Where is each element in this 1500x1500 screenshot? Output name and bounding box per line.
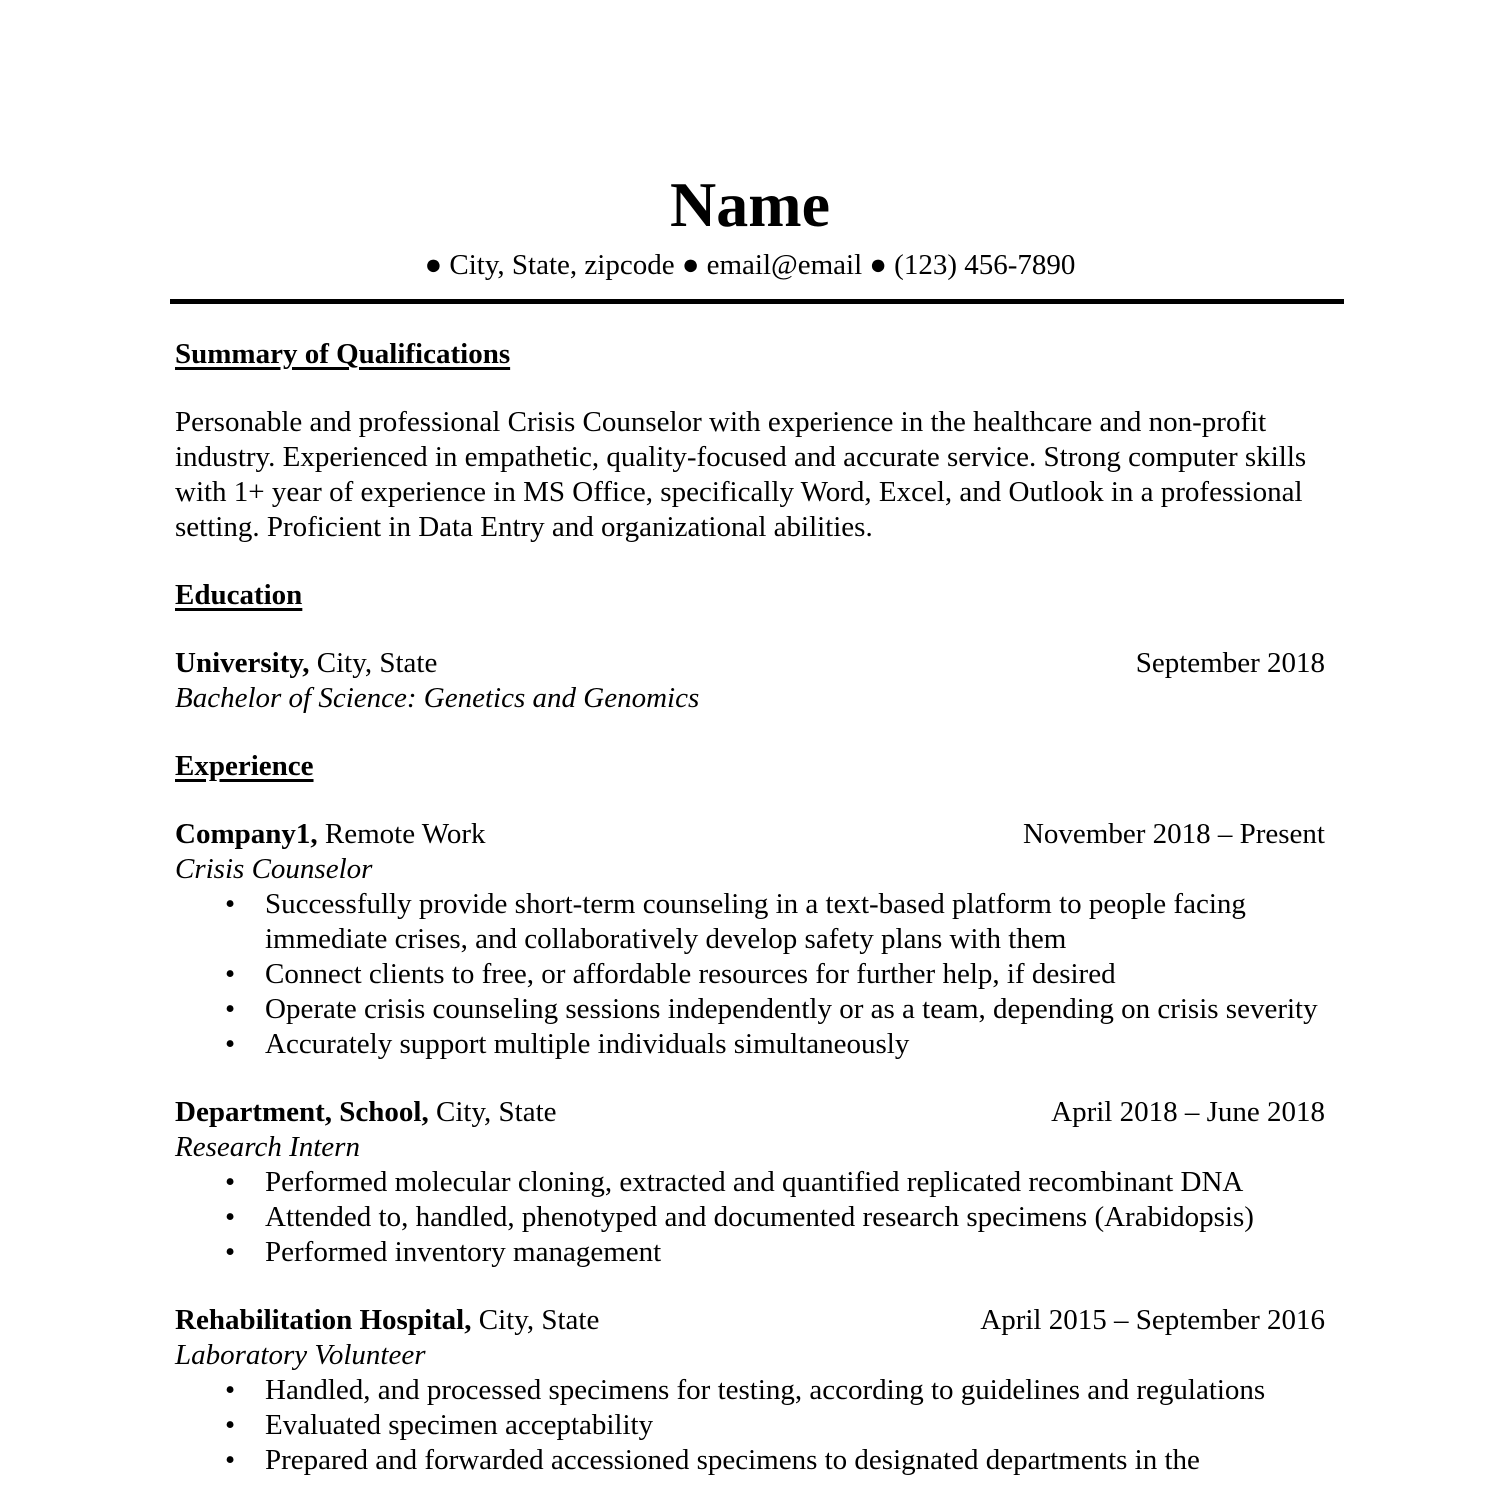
section-heading-experience: Experience	[175, 750, 314, 782]
education-entry	[175, 646, 1325, 716]
experience-entry-header	[175, 1303, 1325, 1338]
bullet-item: • Performed molecular cloning, extracted and quantified replicated recombinant DNA	[265, 1165, 1325, 1200]
job-title: Research Intern	[175, 1131, 360, 1163]
experience-entry-rehabilitation-hospital	[175, 1303, 1325, 1478]
contact-line: ● City, State, zipcode ● email@email ● (123) 456-7890	[424, 249, 1076, 281]
bullet-item: • Evaluated specimen acceptability	[265, 1408, 1325, 1443]
resume-header	[175, 170, 1325, 304]
job-title: Laboratory Volunteer	[175, 1339, 426, 1371]
section-heading-education: Education	[175, 579, 303, 611]
experience-org: Company1,	[175, 818, 318, 850]
experience-org: Rehabilitation Hospital,	[175, 1304, 472, 1336]
degree-title: Bachelor of Science: Genetics and Genomics	[175, 682, 700, 714]
experience-org-location	[175, 817, 486, 852]
job-title: Crisis Counselor	[175, 853, 373, 885]
bullet-item: • Operate crisis counseling sessions independently or as a team, depending on crisis severity	[265, 992, 1325, 1027]
experience-date: April 2015 – September 2016	[980, 1304, 1325, 1336]
person-name: Name	[670, 169, 830, 240]
experience-location: Remote Work	[317, 818, 486, 850]
bullet-item: • Accurately support multiple individuals simultaneously	[265, 1027, 1325, 1062]
bullet-item: • Attended to, handled, phenotyped and documented research specimens (Arabidopsis)	[265, 1200, 1325, 1235]
experience-org: Department, School,	[175, 1096, 429, 1128]
experience-date: November 2018 – Present	[1022, 818, 1325, 850]
experience-entry-header	[175, 1095, 1325, 1130]
experience-org-location	[175, 1303, 599, 1338]
education-org: University,	[175, 647, 310, 679]
education-location: City, State	[309, 647, 438, 679]
education-entry-header	[175, 646, 1325, 681]
bullet-item: • Prepared and forwarded accessioned specimens to designated departments in the	[265, 1443, 1325, 1478]
education-date: September 2018	[1135, 647, 1325, 679]
experience-entry-company1	[175, 817, 1325, 1062]
experience-location: City, State	[471, 1304, 600, 1336]
education-org-location	[175, 646, 437, 681]
bullet-list	[175, 887, 1325, 1062]
experience-org-location	[175, 1095, 557, 1130]
bullet-item: • Connect clients to free, or affordable resources for further help, if desired	[265, 957, 1325, 992]
bullet-item: • Successfully provide short-term counseling in a text-based platform to people facing immediate crises, and collaboratively develop safety plans with them	[265, 887, 1325, 957]
summary-paragraph: Personable and professional Crisis Counselor with experience in the healthcare and non-profit industry. Experienced in empathetic, quality-focused and accurate service. Strong computer skills with 1+ year of experience in MS Office, specifically Word, Excel, and Outlook in a professional setting. Proficient in Data Entry and organizational abilities.	[175, 406, 1307, 543]
bullet-list	[175, 1165, 1325, 1270]
section-heading-summary: Summary of Qualifications	[175, 338, 511, 370]
experience-entry-header	[175, 817, 1325, 852]
bullet-list	[175, 1373, 1325, 1478]
bullet-item: • Performed inventory management	[265, 1235, 1325, 1270]
experience-location: City, State	[428, 1096, 557, 1128]
bullet-item: • Handled, and processed specimens for testing, according to guidelines and regulations	[265, 1373, 1325, 1408]
header-divider	[170, 299, 1344, 304]
experience-entry-department-school	[175, 1095, 1325, 1270]
experience-date: April 2018 – June 2018	[1051, 1096, 1325, 1128]
